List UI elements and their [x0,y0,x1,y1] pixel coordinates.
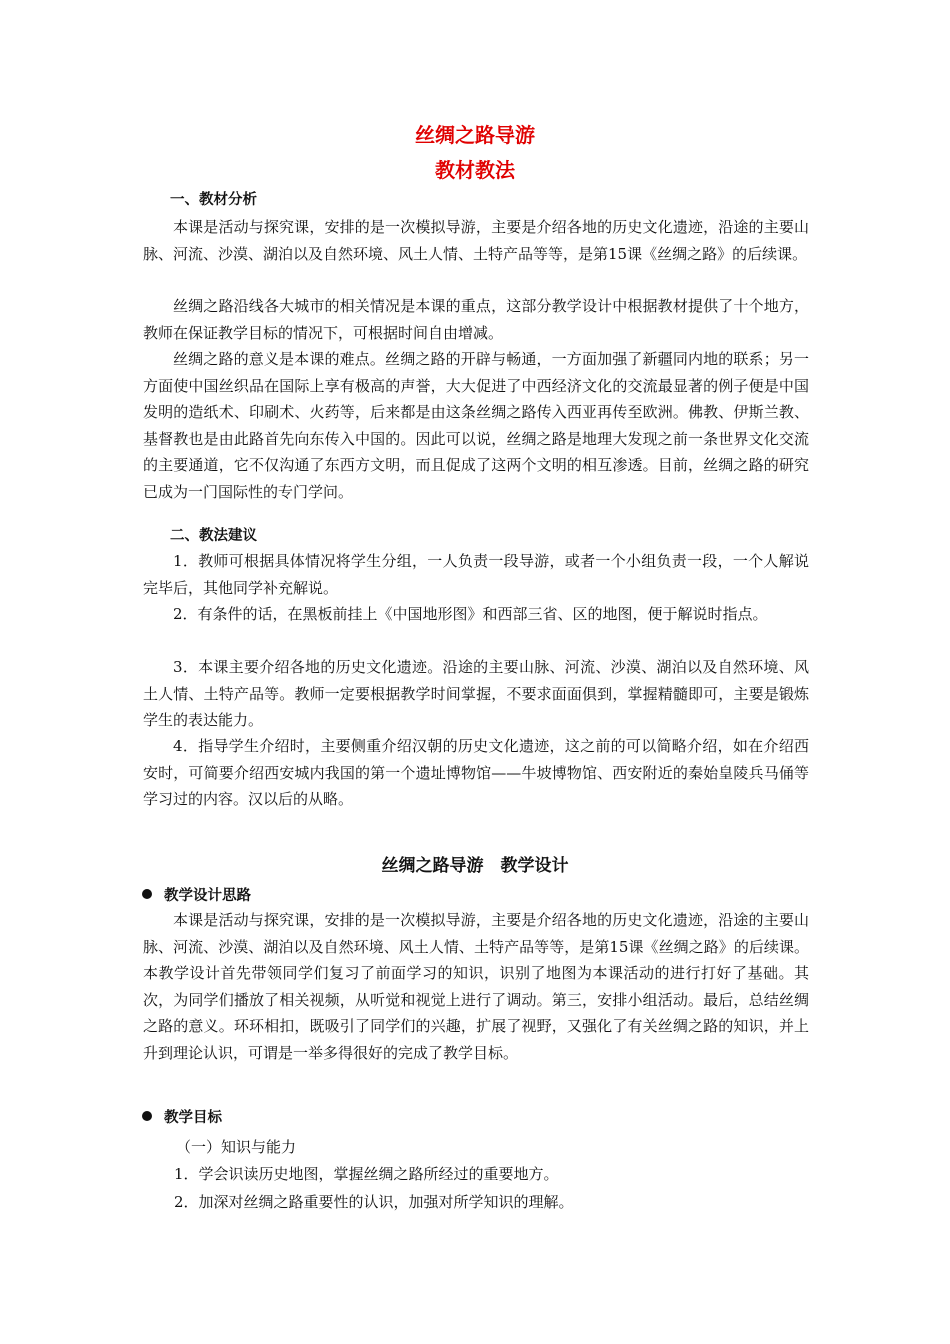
design-idea-heading-text: 教学设计思路 [164,888,251,904]
goal-subheading: （一）知识与能力 [176,1138,297,1156]
paragraph-intro: 本课是活动与探究课，安排的是一次模拟导游，主要是介绍各地的历史文化遗迹，沿途的主要山脉、河流、沙漠、湖泊以及自然环境、风土人情、土特产品等等，是第15课《丝绸之路》的后续课。 [143,218,809,263]
advice-item-1: 1．教师可根据具体情况将学生分组，一人负责一段导游，或者一个小组负责一段，一个人解说完毕后，其他同学补充解说。 [143,552,809,597]
paragraph-key-point: 丝绸之路沿线各大城市的相关情况是本课的重点，这部分教学设计中根据教材提供了十个地方，教师在保证教学目标的情况下，可根据时间自由增减。 [143,297,809,342]
document-title: 丝绸之路导游 [415,123,535,147]
goal-item-2: 2．加深对丝绸之路重要性的认识，加强对所学知识的理解。 [174,1193,574,1211]
teaching-goal-heading [142,1109,222,1127]
advice-item-3: 3．本课主要介绍各地的历史文化遗迹。沿途的主要山脉、河流、沙漠、湖泊以及自然环境、风土人情、土特产品等。教师一定要根据教学时间掌握，不要求面面俱到，掌握精髓即可，主要是锻炼学生的表达能力。 [143,658,809,729]
bullet-icon [142,889,152,899]
document-subtitle: 教材教法 [435,158,515,182]
design-idea-heading [142,887,251,905]
section-heading-material-analysis: 一、教材分析 [170,192,257,208]
design-title: 丝绸之路导游 教学设计 [381,856,569,876]
teaching-goal-heading-text: 教学目标 [164,1110,222,1126]
bullet-icon [142,1111,152,1121]
advice-item-4: 4．指导学生介绍时，主要侧重介绍汉朝的历史文化遗迹，这之前的可以简略介绍，如在介绍西安时，可简要介绍西安城内我国的第一个遗址博物馆——牛坡博物馆、西安附近的秦始皇陵兵马俑等学习过的内容。汉以后的从略。 [143,737,809,808]
section-heading-teaching-advice: 二、教法建议 [170,528,257,544]
advice-item-2: 2．有条件的话，在黑板前挂上《中国地形图》和西部三省、区的地图，便于解说时指点。 [173,605,768,623]
paragraph-difficulty: 丝绸之路的意义是本课的难点。丝绸之路的开辟与畅通，一方面加强了新疆同内地的联系；另一方面使中国丝织品在国际上享有极高的声誉，大大促进了中西经济文化的交流最显著的例子便是中国发明的造纸术、印刷术、火药等，后来都是由这条丝绸之路传入西亚再传至欧洲。佛教、伊斯兰教、基督教也是由此路首先向东传入中国的。因此可以说，丝绸之路是地理大发现之前一条世界文化交流的主要通道，它不仅沟通了东西方文明，而且促成了这两个文明的相互渗透。目前，丝绸之路的研究已成为一门国际性的专门学问。 [143,350,809,501]
design-idea-paragraph: 本课是活动与探究课，安排的是一次模拟导游，主要是介绍各地的历史文化遗迹，沿途的主要山脉、河流、沙漠、湖泊以及自然环境、风土人情、土特产品等等，是第15课《丝绸之路》的后续课。本教学设计首先带领同学们复习了前面学习的知识，识别了地图为本课活动的进行打好了基础。其次，为同学们播放了相关视频，从听觉和视觉上进行了调动。第三，安排小组活动。最后，总结丝绸之路的意义。环环相扣，既吸引了同学们的兴趣，扩展了视野，又强化了有关丝绸之路的知识，并上升到理论认识，可谓是一举多得很好的完成了教学目标。 [143,911,809,1062]
goal-item-1: 1．学会识读历史地图，掌握丝绸之路所经过的重要地方。 [174,1165,559,1183]
